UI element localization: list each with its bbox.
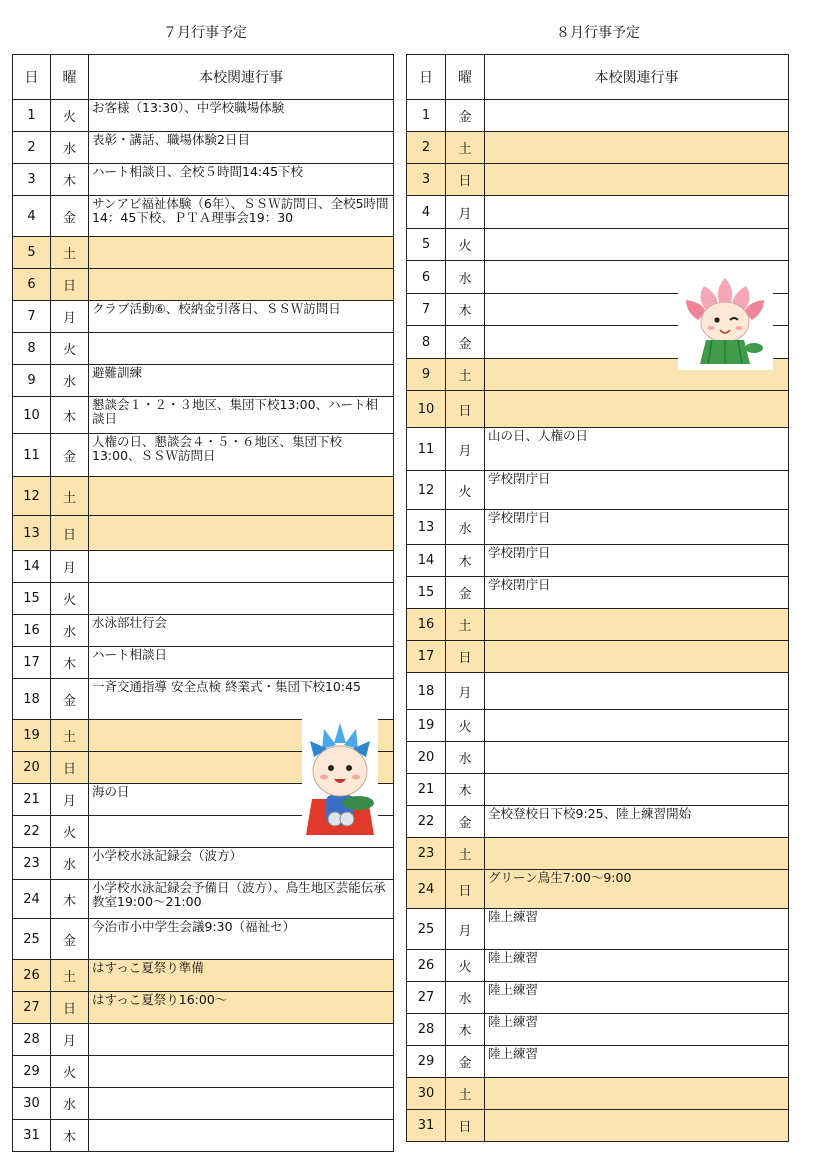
event-cell: クラブ活動⑥、校納金引落日、ＳＳＷ訪問日: [89, 301, 394, 333]
event-cell: 小学校水泳記録会（波方）: [89, 848, 394, 880]
day-cell: 19: [13, 720, 51, 752]
day-cell: 9: [13, 365, 51, 397]
day-cell: 19: [407, 710, 446, 742]
table-row: [13, 365, 394, 397]
day-cell: 17: [13, 647, 51, 679]
weekday-cell: 土: [446, 838, 485, 870]
table-row: [13, 132, 394, 164]
day-cell: 27: [407, 982, 446, 1014]
table-row: [13, 1024, 394, 1056]
event-cell: お客様（13:30）、中学校職場体験: [89, 100, 394, 132]
event-cell: [485, 1078, 789, 1110]
event-cell: 学校閉庁日: [485, 577, 789, 609]
event-cell: はすっこ夏祭り16:00～: [89, 992, 394, 1024]
weekday-cell: 金: [51, 196, 89, 237]
event-cell: 陸上練習: [485, 1014, 789, 1046]
weekday-cell: 日: [446, 641, 485, 673]
event-cell: 小学校水泳記録会予備日（波方）、鳥生地区芸能伝承教室19:00～21:00: [89, 880, 394, 919]
day-cell: 5: [407, 229, 446, 261]
day-cell: 25: [407, 909, 446, 950]
day-cell: 26: [13, 960, 51, 992]
august-schedule-table: [406, 54, 789, 1142]
day-cell: 4: [13, 196, 51, 237]
weekday-cell: 日: [446, 391, 485, 428]
header-day: 日: [13, 55, 51, 100]
event-cell: [485, 609, 789, 641]
day-cell: 6: [13, 269, 51, 301]
event-cell: 避難訓練: [89, 365, 394, 397]
weekday-cell: 木: [51, 164, 89, 196]
table-row: [407, 229, 789, 261]
day-cell: 3: [13, 164, 51, 196]
weekday-cell: 金: [446, 806, 485, 838]
day-cell: 7: [13, 301, 51, 333]
day-cell: 29: [13, 1056, 51, 1088]
day-cell: 23: [13, 848, 51, 880]
table-row: [13, 516, 394, 551]
table-row: [407, 577, 789, 609]
table-row: [13, 551, 394, 583]
table-row: [407, 838, 789, 870]
event-cell: [485, 1110, 789, 1142]
weekday-cell: 金: [51, 679, 89, 720]
weekday-cell: 水: [446, 261, 485, 294]
event-cell: 学校閉庁日: [485, 471, 789, 510]
weekday-cell: 月: [51, 301, 89, 333]
event-cell: [89, 1024, 394, 1056]
day-cell: 21: [13, 784, 51, 816]
event-cell: ハート相談日、全校５時間14:45下校: [89, 164, 394, 196]
weekday-cell: 土: [51, 720, 89, 752]
event-cell: [485, 132, 789, 164]
weekday-cell: 火: [51, 1056, 89, 1088]
header-events: 本校関連行事: [89, 55, 394, 100]
day-cell: 24: [13, 880, 51, 919]
weekday-cell: 木: [51, 647, 89, 679]
day-cell: 22: [407, 806, 446, 838]
table-row: [13, 434, 394, 477]
event-cell: [89, 477, 394, 516]
weekday-cell: 火: [446, 229, 485, 261]
day-cell: 29: [407, 1046, 446, 1078]
july-title: ７月行事予定: [163, 25, 247, 41]
day-cell: 13: [407, 510, 446, 545]
event-cell: サンアビ福祉体験（6年）、ＳＳＷ訪問日、全校5時間14：45下校、ＰＴＡ理事会19：30: [89, 196, 394, 237]
table-row: [13, 196, 394, 237]
day-cell: 28: [407, 1014, 446, 1046]
header-events: 本校関連行事: [485, 55, 789, 100]
weekday-cell: 水: [51, 132, 89, 164]
event-cell: 陸上練習: [485, 950, 789, 982]
event-cell: [485, 774, 789, 806]
day-cell: 10: [407, 391, 446, 428]
event-cell: [89, 1120, 394, 1152]
weekday-cell: 火: [446, 710, 485, 742]
weekday-cell: 月: [446, 673, 485, 710]
header-row: [407, 55, 789, 100]
weekday-cell: 火: [446, 950, 485, 982]
day-cell: 25: [13, 919, 51, 960]
day-cell: 24: [407, 870, 446, 909]
table-row: [13, 237, 394, 269]
table-row: [13, 992, 394, 1024]
weekday-cell: 金: [446, 100, 485, 132]
event-cell: 陸上練習: [485, 982, 789, 1014]
day-cell: 30: [407, 1078, 446, 1110]
table-row: [407, 196, 789, 229]
blue-lotus-mascot: [302, 719, 378, 837]
day-cell: 20: [13, 752, 51, 784]
weekday-cell: 土: [51, 477, 89, 516]
table-row: [13, 615, 394, 647]
table-row: [407, 742, 789, 774]
day-cell: 4: [407, 196, 446, 229]
event-cell: 一斉交通指導 安全点検 終業式・集団下校10:45: [89, 679, 394, 720]
event-cell: [485, 164, 789, 196]
weekday-cell: 金: [446, 1046, 485, 1078]
weekday-cell: 水: [446, 742, 485, 774]
weekday-cell: 日: [51, 269, 89, 301]
day-cell: 15: [407, 577, 446, 609]
table-row: [407, 471, 789, 510]
event-cell: 今治市小中学生会議9:30（福祉セ）: [89, 919, 394, 960]
day-cell: 7: [407, 294, 446, 326]
event-cell: 学校閉庁日: [485, 510, 789, 545]
weekday-cell: 火: [51, 583, 89, 615]
event-cell: 全校登校日下校9:25、陸上練習開始: [485, 806, 789, 838]
day-cell: 14: [13, 551, 51, 583]
day-cell: 8: [407, 326, 446, 359]
day-cell: 16: [407, 609, 446, 641]
weekday-cell: 日: [51, 992, 89, 1024]
table-row: [13, 333, 394, 365]
event-cell: [89, 551, 394, 583]
event-cell: [485, 710, 789, 742]
event-cell: ハート相談日: [89, 647, 394, 679]
weekday-cell: 月: [446, 909, 485, 950]
weekday-cell: 水: [446, 982, 485, 1014]
table-row: [13, 880, 394, 919]
day-cell: 12: [407, 471, 446, 510]
day-cell: 5: [13, 237, 51, 269]
weekday-cell: 金: [51, 434, 89, 477]
event-cell: [485, 838, 789, 870]
weekday-cell: 月: [51, 784, 89, 816]
day-cell: 31: [13, 1120, 51, 1152]
weekday-cell: 日: [51, 516, 89, 551]
event-cell: 人権の日、懇談会４・５・６地区、集団下校13:00、ＳＳＷ訪問日: [89, 434, 394, 477]
weekday-cell: 日: [446, 1110, 485, 1142]
table-row: [407, 641, 789, 673]
weekday-cell: 水: [51, 365, 89, 397]
weekday-cell: 木: [446, 294, 485, 326]
day-cell: 11: [13, 434, 51, 477]
table-row: [13, 397, 394, 434]
weekday-cell: 木: [51, 397, 89, 434]
table-row: [407, 510, 789, 545]
header-day: 日: [407, 55, 446, 100]
day-cell: 18: [13, 679, 51, 720]
day-cell: 26: [407, 950, 446, 982]
table-row: [407, 1046, 789, 1078]
pink-lotus-mascot: [678, 276, 773, 370]
day-cell: 2: [13, 132, 51, 164]
july-schedule-table: [12, 54, 394, 1152]
weekday-cell: 木: [51, 880, 89, 919]
event-cell: [89, 269, 394, 301]
weekday-cell: 金: [446, 326, 485, 359]
event-cell: グリーン鳥生7:00～9:00: [485, 870, 789, 909]
event-cell: [485, 229, 789, 261]
table-row: [13, 919, 394, 960]
day-cell: 16: [13, 615, 51, 647]
table-row: [407, 100, 789, 132]
table-row: [407, 164, 789, 196]
event-cell: [485, 196, 789, 229]
table-row: [13, 164, 394, 196]
event-cell: [485, 673, 789, 710]
weekday-cell: 月: [51, 1024, 89, 1056]
weekday-cell: 土: [446, 359, 485, 391]
table-row: [407, 982, 789, 1014]
day-cell: 30: [13, 1088, 51, 1120]
weekday-cell: 金: [446, 577, 485, 609]
event-cell: [89, 516, 394, 551]
table-row: [13, 100, 394, 132]
weekday-cell: 火: [446, 471, 485, 510]
day-cell: 1: [407, 100, 446, 132]
table-row: [407, 391, 789, 428]
event-cell: [89, 237, 394, 269]
weekday-cell: 土: [51, 960, 89, 992]
event-cell: [89, 1088, 394, 1120]
weekday-cell: 木: [446, 545, 485, 577]
day-cell: 12: [13, 477, 51, 516]
event-cell: はすっこ夏祭り準備: [89, 960, 394, 992]
weekday-cell: 水: [51, 1088, 89, 1120]
weekday-cell: 土: [446, 609, 485, 641]
weekday-cell: 木: [446, 1014, 485, 1046]
day-cell: 10: [13, 397, 51, 434]
day-cell: 17: [407, 641, 446, 673]
day-cell: 28: [13, 1024, 51, 1056]
day-cell: 14: [407, 545, 446, 577]
table-row: [407, 1014, 789, 1046]
table-row: [13, 960, 394, 992]
event-cell: [485, 742, 789, 774]
event-cell: 懇談会１・２・３地区、集団下校13:00、ハート相談日: [89, 397, 394, 434]
day-cell: 20: [407, 742, 446, 774]
event-cell: 陸上練習: [485, 909, 789, 950]
day-cell: 31: [407, 1110, 446, 1142]
day-cell: 23: [407, 838, 446, 870]
weekday-cell: 水: [446, 510, 485, 545]
weekday-cell: 日: [446, 164, 485, 196]
day-cell: 6: [407, 261, 446, 294]
header-weekday: 曜: [446, 55, 485, 100]
table-row: [407, 428, 789, 471]
event-cell: 海の日: [89, 784, 394, 816]
table-row: [13, 301, 394, 333]
header-weekday: 曜: [51, 55, 89, 100]
table-row: [13, 848, 394, 880]
weekday-cell: 火: [51, 816, 89, 848]
day-cell: 22: [13, 816, 51, 848]
weekday-cell: 土: [446, 132, 485, 164]
table-row: [13, 647, 394, 679]
header-row: [13, 55, 394, 100]
event-cell: 表彰・講話、職場体験2日目: [89, 132, 394, 164]
table-row: [407, 806, 789, 838]
table-row: [407, 132, 789, 164]
event-cell: 水泳部壮行会: [89, 615, 394, 647]
event-cell: [485, 641, 789, 673]
table-row: [13, 269, 394, 301]
table-row: [407, 870, 789, 909]
event-cell: 山の日、人権の日: [485, 428, 789, 471]
table-row: [13, 477, 394, 516]
day-cell: 2: [407, 132, 446, 164]
event-cell: [485, 391, 789, 428]
day-cell: 15: [13, 583, 51, 615]
day-cell: 8: [13, 333, 51, 365]
event-cell: [89, 333, 394, 365]
weekday-cell: 木: [51, 1120, 89, 1152]
weekday-cell: 水: [51, 615, 89, 647]
weekday-cell: 水: [51, 848, 89, 880]
event-cell: [89, 583, 394, 615]
table-row: [13, 1056, 394, 1088]
event-cell: [89, 1056, 394, 1088]
weekday-cell: 日: [446, 870, 485, 909]
weekday-cell: 火: [51, 333, 89, 365]
day-cell: 13: [13, 516, 51, 551]
table-row: [13, 679, 394, 720]
table-row: [407, 909, 789, 950]
table-row: [407, 1110, 789, 1142]
weekday-cell: 月: [446, 196, 485, 229]
table-row: [407, 774, 789, 806]
table-row: [407, 1078, 789, 1110]
weekday-cell: 土: [446, 1078, 485, 1110]
day-cell: 18: [407, 673, 446, 710]
table-row: [407, 710, 789, 742]
weekday-cell: 金: [51, 919, 89, 960]
weekday-cell: 日: [51, 752, 89, 784]
weekday-cell: 土: [51, 237, 89, 269]
weekday-cell: 月: [446, 428, 485, 471]
day-cell: 1: [13, 100, 51, 132]
event-cell: 学校閉庁日: [485, 545, 789, 577]
event-cell: [485, 100, 789, 132]
weekday-cell: 火: [51, 100, 89, 132]
weekday-cell: 月: [51, 551, 89, 583]
day-cell: 9: [407, 359, 446, 391]
day-cell: 3: [407, 164, 446, 196]
day-cell: 11: [407, 428, 446, 471]
weekday-cell: 木: [446, 774, 485, 806]
table-row: [407, 609, 789, 641]
day-cell: 21: [407, 774, 446, 806]
table-row: [13, 583, 394, 615]
table-row: [13, 1120, 394, 1152]
table-row: [407, 950, 789, 982]
august-title: ８月行事予定: [556, 25, 640, 41]
table-row: [407, 673, 789, 710]
table-row: [407, 545, 789, 577]
event-cell: 陸上練習: [485, 1046, 789, 1078]
table-row: [13, 1088, 394, 1120]
day-cell: 27: [13, 992, 51, 1024]
